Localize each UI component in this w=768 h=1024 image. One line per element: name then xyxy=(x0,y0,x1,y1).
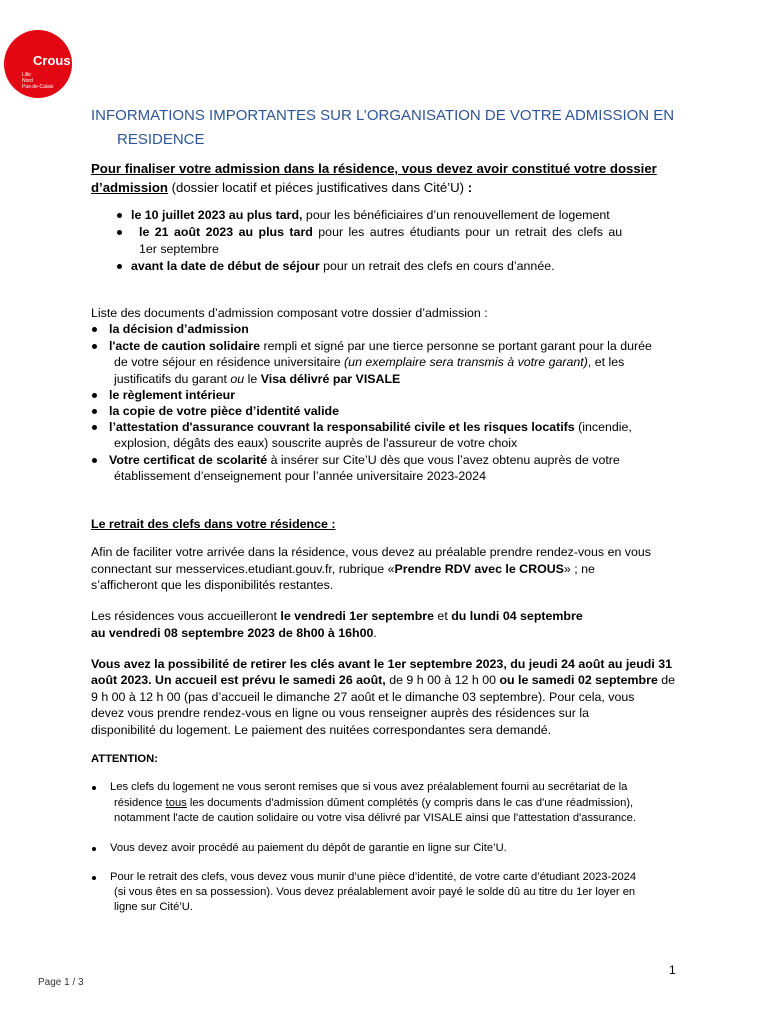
document-label: l'acte de caution solidaire xyxy=(109,339,260,353)
bullet-icon xyxy=(92,458,97,463)
logo-sub3: Pas-de-Calais xyxy=(22,84,54,90)
intro-lead-rest: (dossier locatif et piéces justificatives dans Cité’U) xyxy=(167,180,468,195)
deadline-continuation: 1er septembre xyxy=(139,242,219,256)
deadline-item xyxy=(131,207,610,224)
retrait-date: août 2023. Un accueil est prévu le samedi 26 août, xyxy=(91,673,386,687)
document-label: la décision d’admission xyxy=(109,322,249,336)
retrait-text: de 9 h 00 à 12 h 00 xyxy=(385,673,500,687)
retrait-paragraph-line xyxy=(91,608,583,625)
document-label: l’attestation d'assurance couvrant la responsabilité civile et les risques locatifs xyxy=(109,420,575,434)
document-item xyxy=(109,419,632,436)
retrait-heading: Le retrait des clefs dans votre résidence : xyxy=(91,517,336,531)
document-item xyxy=(109,321,249,338)
document-item xyxy=(109,403,339,420)
attention-text: les documents d'admission dûment complétés (y compris dans le cas d'une réadmission), xyxy=(186,797,634,809)
retrait-text: de xyxy=(657,673,676,687)
retrait-link-text: Prendre RDV avec le CROUS xyxy=(394,562,564,576)
document-item xyxy=(109,338,652,355)
document-label: la copie de votre pièce d’identité valide xyxy=(109,404,339,418)
document-item xyxy=(109,452,620,469)
bullet-icon xyxy=(92,876,96,880)
document-label: le règlement intérieur xyxy=(109,388,236,402)
attention-item-line: Les clefs du logement ne vous seront remises que si vous avez préalablement fourni au secrétariat de la xyxy=(110,781,628,793)
bullet-icon xyxy=(117,264,122,269)
attention-item-line: Pour le retrait des clefs, vous devez vous munir d’une pièce d’identité, de votre carte d’étudiant 2023-2024 xyxy=(110,871,637,883)
document-text: de votre séjour en résidence universitaire xyxy=(114,355,345,369)
retrait-paragraph-line: Vous avez la possibilité de retirer les clés avant le 1er septembre 2023, du jeudi 24 août au jeudi 31 xyxy=(91,657,672,671)
document-text: à insérer sur Cite’U dès que vous l’avez obtenu auprès de votre xyxy=(267,453,620,467)
retrait-text: et xyxy=(433,609,452,623)
title-line-2: RESIDENCE xyxy=(117,131,205,148)
document-text: rempli et signé par une tierce personne se portant garant pour la durée xyxy=(260,339,652,353)
intro-lead-colon: : xyxy=(467,180,473,195)
attention-heading: ATTENTION: xyxy=(91,753,158,765)
document-text: justificatifs du garant xyxy=(114,372,231,386)
deadline-item xyxy=(131,258,555,275)
intro-lead xyxy=(91,159,681,197)
document-label: Visa délivré par VISALE xyxy=(260,372,401,386)
attention-item-line: (si vous êtes en sa possession). Vous devez préalablement avoir payé le solde dû au titre du 1er loyer en xyxy=(114,886,636,898)
deadline-bold: le 21 août 2023 au plus tard xyxy=(139,225,313,239)
retrait-paragraph-line: Afin de faciliter votre arrivée dans la résidence, vous devez au préalable prendre rendez-vous en vous xyxy=(91,545,651,559)
document-label: Votre certificat de scolarité xyxy=(109,453,268,467)
document-text: le xyxy=(244,372,261,386)
retrait-date: le vendredi 1er septembre xyxy=(280,609,434,623)
deadline-bold: avant la date de début de séjour xyxy=(131,259,320,273)
bullet-icon xyxy=(92,786,96,790)
retrait-paragraph-line xyxy=(91,625,377,642)
retrait-date: du lundi 04 septembre xyxy=(451,609,583,623)
bullet-icon xyxy=(117,230,122,235)
page-indicator: Page 1 / 3 xyxy=(38,977,84,988)
logo-sub2: Nord xyxy=(22,78,33,84)
document-item-line xyxy=(114,354,624,371)
retrait-paragraph-line: 9 h 00 à 12 h 00 (pas d’accueil le dimanche 27 août et le dimanche 03 septembre). Pour cela, vous xyxy=(91,690,635,704)
document-italic: ou xyxy=(230,372,245,386)
deadline-text: pour les autres étudiants pour un retrait des clefs au xyxy=(312,225,623,239)
attention-text: résidence xyxy=(114,797,166,809)
bullet-icon xyxy=(92,393,97,398)
bullet-icon xyxy=(92,409,97,414)
retrait-paragraph-line: disponibilité du logement. Le paiement des nuitées correspondantes sera demandé. xyxy=(91,723,552,737)
crous-logo xyxy=(3,29,73,99)
documents-heading: Liste des documents d’admission composant votre dossier d’admission : xyxy=(91,306,488,320)
retrait-text: connectant sur messervices.etudiant.gouv.fr, rubrique « xyxy=(91,562,395,576)
page-title xyxy=(91,104,711,152)
logo-sub1: Lille xyxy=(22,72,31,78)
intro-lead-bold: Pour finaliser votre admission dans la résidence, vous devez avoir constitué votre dossier d’admission xyxy=(91,161,657,195)
bullet-icon xyxy=(92,425,97,430)
attention-underlined: tous xyxy=(165,797,187,809)
retrait-date: au vendredi 08 septembre 2023 de 8h00 à 16h00 xyxy=(91,626,374,640)
deadline-text: pour les bénéficiaires d’un renouvellement de logement xyxy=(302,208,610,222)
retrait-paragraph-line xyxy=(91,672,675,689)
bullet-icon xyxy=(92,344,97,349)
document-text: (incendie, xyxy=(574,420,632,434)
bullet-icon xyxy=(92,327,97,332)
retrait-paragraph-line: devez vous prendre rendez-vous en ligne ou vous renseigner auprès des résidences sur la xyxy=(91,706,589,720)
attention-item-line: ligne sur Cité’U. xyxy=(114,901,193,913)
deadline-item xyxy=(139,224,622,241)
document-item-line: établissement d’enseignement pour l’année universitaire 2023-2024 xyxy=(114,469,486,483)
attention-item-line: notamment l'acte de caution solidaire ou votre visa délivré par VISALE ainsi que l'attestation d'assurance. xyxy=(114,812,636,824)
attention-item-line xyxy=(114,796,633,812)
deadline-bold: le 10 juillet 2023 au plus tard, xyxy=(131,208,303,222)
document-italic: (un exemplaire sera transmis à votre garant) xyxy=(344,355,588,369)
retrait-text: Les résidences vous accueilleront xyxy=(91,609,281,623)
bullet-icon xyxy=(117,213,122,218)
deadline-text: pour un retrait des clefs en cours d’année. xyxy=(319,259,555,273)
bullet-icon xyxy=(92,847,96,851)
retrait-paragraph-line: s’afficheront que les disponibilités restantes. xyxy=(91,578,334,592)
retrait-text: . xyxy=(373,626,377,640)
retrait-paragraph-line xyxy=(91,561,595,578)
attention-item-line: Vous devez avoir procédé au paiement du dépôt de garantie en ligne sur Cite’U. xyxy=(110,842,507,854)
logo-brand: Crous xyxy=(33,53,71,68)
page-number: 1 xyxy=(669,963,676,977)
retrait-date: ou le samedi 02 septembre xyxy=(499,673,658,687)
document-item xyxy=(109,387,235,404)
document-item-line: explosion, dégâts des eaux) souscrite auprès de l'assureur de votre choix xyxy=(114,436,518,450)
document-text: , et les xyxy=(587,355,625,369)
document-item-line xyxy=(114,371,400,388)
title-line-1: INFORMATIONS IMPORTANTES SUR L’ORGANISATION DE VOTRE ADMISSION EN xyxy=(91,107,675,124)
retrait-text: » ; ne xyxy=(563,562,595,576)
